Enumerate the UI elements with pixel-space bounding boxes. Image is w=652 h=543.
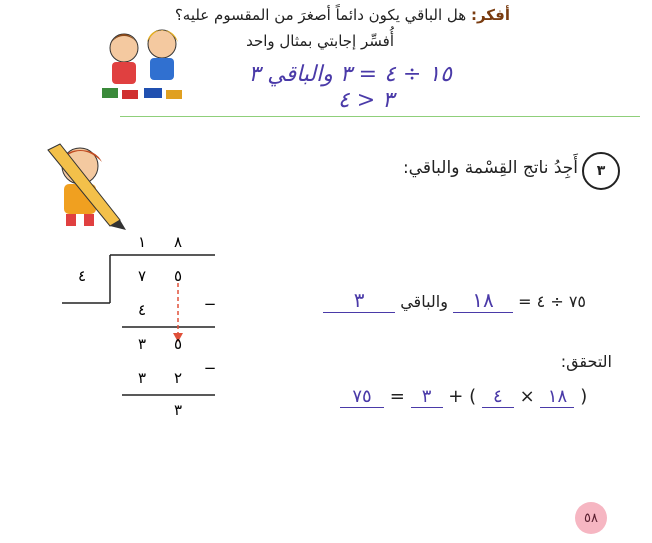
handwritten-answer-line1: ١٥ ÷ ٤ = ٣ والباقي ٣ xyxy=(248,62,452,87)
check-equals: = xyxy=(389,386,405,407)
bring-down-ones: ٥ xyxy=(173,335,183,353)
subtrahend-1: ٤ xyxy=(137,301,147,319)
minus-sign-2: − xyxy=(203,359,217,377)
final-remainder: ٣ xyxy=(173,401,183,419)
divisor-digit: ٤ xyxy=(77,267,87,285)
check-quotient[interactable]: ١٨ xyxy=(540,386,574,408)
eq-quotient-answer[interactable]: ١٨ xyxy=(453,288,513,313)
check-plus: + xyxy=(448,386,464,407)
eq-remainder-answer[interactable]: ٣ xyxy=(323,288,395,313)
long-division xyxy=(60,225,230,425)
check-result[interactable]: ٧٥ xyxy=(340,386,384,408)
think-question-text: هل الباقي يكون دائماً أصغرَ من المقسوم عليه؟ xyxy=(174,6,467,24)
eq-divide-sign: ÷ xyxy=(550,292,564,311)
eq-remainder-label: والباقي xyxy=(400,292,448,311)
handwritten-answer-line2: ٣ < ٤ xyxy=(337,88,394,113)
exercise-title: أَجِدُ ناتج القِسْمة والباقي: xyxy=(402,158,578,178)
check-open-paren: ( xyxy=(469,386,477,407)
eq-divisor: ٤ xyxy=(536,292,546,311)
subtrahend-2-ones: ٢ xyxy=(173,369,183,387)
bring-down-tens: ٣ xyxy=(137,335,147,353)
section-divider xyxy=(120,116,640,117)
quotient-ones: ٨ xyxy=(173,233,183,251)
page-number: ٥٨ xyxy=(575,502,607,534)
check-close-paren: ) xyxy=(580,386,588,407)
eq-dividend: ٧٥ xyxy=(568,292,586,311)
check-times: × xyxy=(519,386,535,407)
quotient-tens: ١ xyxy=(137,233,147,251)
check-divisor[interactable]: ٤ xyxy=(482,386,514,408)
dividend-tens: ٧ xyxy=(137,267,147,285)
check-equation xyxy=(340,386,587,408)
think-label: أفكر: xyxy=(470,6,510,24)
think-instruction: أُفسِّر إجابتي بمثال واحد xyxy=(246,32,394,50)
exercise-number-badge: ٣ xyxy=(582,152,620,190)
think-question xyxy=(175,6,510,24)
eq-equals: = xyxy=(518,292,532,311)
check-label: التحقق: xyxy=(560,352,612,371)
subtrahend-2-tens: ٣ xyxy=(137,369,147,387)
minus-sign-1: − xyxy=(203,295,217,313)
girl-pencil-illustration xyxy=(40,140,130,230)
dividend-ones: ٥ xyxy=(173,267,183,285)
kids-illustration xyxy=(92,18,202,106)
division-equation xyxy=(323,288,586,313)
check-remainder[interactable]: ٣ xyxy=(411,386,443,408)
